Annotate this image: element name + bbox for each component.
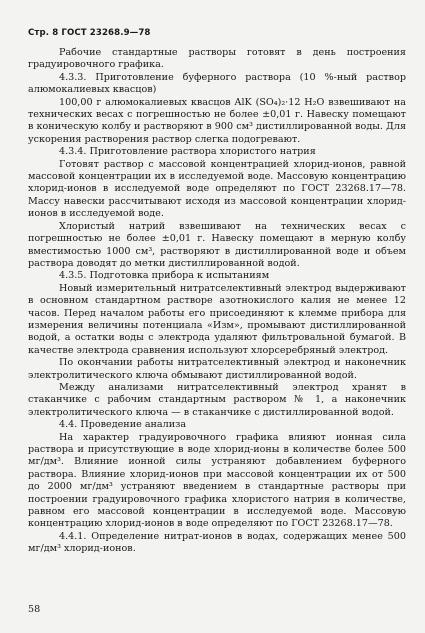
section-heading-4-4: 4.4. Проведение анализа [59, 419, 187, 431]
section-heading-4-3-5: 4.3.5. Подготовка прибора к испытаниям [59, 270, 270, 282]
section-heading-4-3-4: 4.3.4. Приготовление раствора хлористого натрия [59, 146, 316, 158]
paragraph-electrode-storage: Между анализами нитратселективный электрод хранят в стаканчике с рабочим стандартным раствором № 1, а наконечник электролитического ключа — в стаканчике с дистиллированной водой. [28, 381, 406, 418]
section-heading-4-3-3: 4.3.3. Приготовление буферного раствора (10 %-ный раствор алюмокалиевых квасцов) [28, 71, 406, 96]
paragraph-sodium-chloride-weighing: Хлористый натрий взвешивают на технических весах с погрешностью не более ±0,01 г. Навеску помещают в мерную колбу вместимостью 1000 см³, растворяют в дистиллированной воде и объем раствора доводят до метки дистиллированной водой. [28, 220, 406, 269]
paragraph-working-solutions: Рабочие стандартные растворы готовят в день построения градуировочного графика. [28, 47, 406, 71]
paragraph-alum-weighing: 100,00 г алюмокалиевых квасцов AlK (SO₄)₂·12 H₂O взвешивают на технических весах с погрешностью не более ±0,01 г. Навеску помещают в коническую колбу и растворяют в 900 см³ дистиллированной воды. Для ускорения растворения раствор слегка подогревают. [28, 96, 406, 145]
page-number: 58 [28, 604, 41, 615]
page-header: Стр. 8 ГОСТ 23268.9—78 [28, 28, 151, 38]
paragraph-electrode-preparation: Новый измерительный нитратселективный электрод выдерживают в основном стандартном растворе азотнокислого калия не менее 12 часов. Перед началом работы его присоединяют к клемме прибора для измерения величины потенциала «Изм», промывают дистиллированной водой, а остатки воды с электрода удаляют фильтровальной бумагой. В качестве электрода сравнения используют хлорсеребряный электрод. [28, 282, 406, 356]
paragraph-calibration-influence: На характер градуировочного графика влияют ионная сила раствора и присутствующие в воде хлорид-ионы в количестве более 500 мг/дм³. Влияние ионной силы устраняют добавлением буферного раствора. Влияние хлорид-ионов при массовой концентрации их от 500 до 2000 мг/дм³ устраняют введением в стандартные растворы при построении градуировочного графика хлористого натрия в количестве, равном его массовой концентрации в исследуемой воде. Массовую концентрацию хлорид-ионов в воде определяют по ГОСТ 23268.17—78. [28, 431, 406, 530]
document-body [28, 47, 406, 556]
paragraph-after-work: По окончании работы нитратселективный электрод и наконечник электролитического ключа обмывают дистиллированной водой. [28, 357, 406, 381]
paragraph-chloride-solution: Готовят раствор с массовой концентрацией хлорид-ионов, равной массовой концентрации их в исследуемой воде. Массовую концентрацию хлорид-ионов в исследуемой воде определяют по ГОСТ 23268.17—78. Массу навески рассчитывают исходя из массовой концентрации хлорид-ионов в исследуемой воде. [28, 158, 406, 220]
section-heading-4-4-1: 4.4.1. Определение нитрат-ионов в водах, содержащих менее 500 мг/дм³ хлорид-ионов. [28, 530, 406, 555]
